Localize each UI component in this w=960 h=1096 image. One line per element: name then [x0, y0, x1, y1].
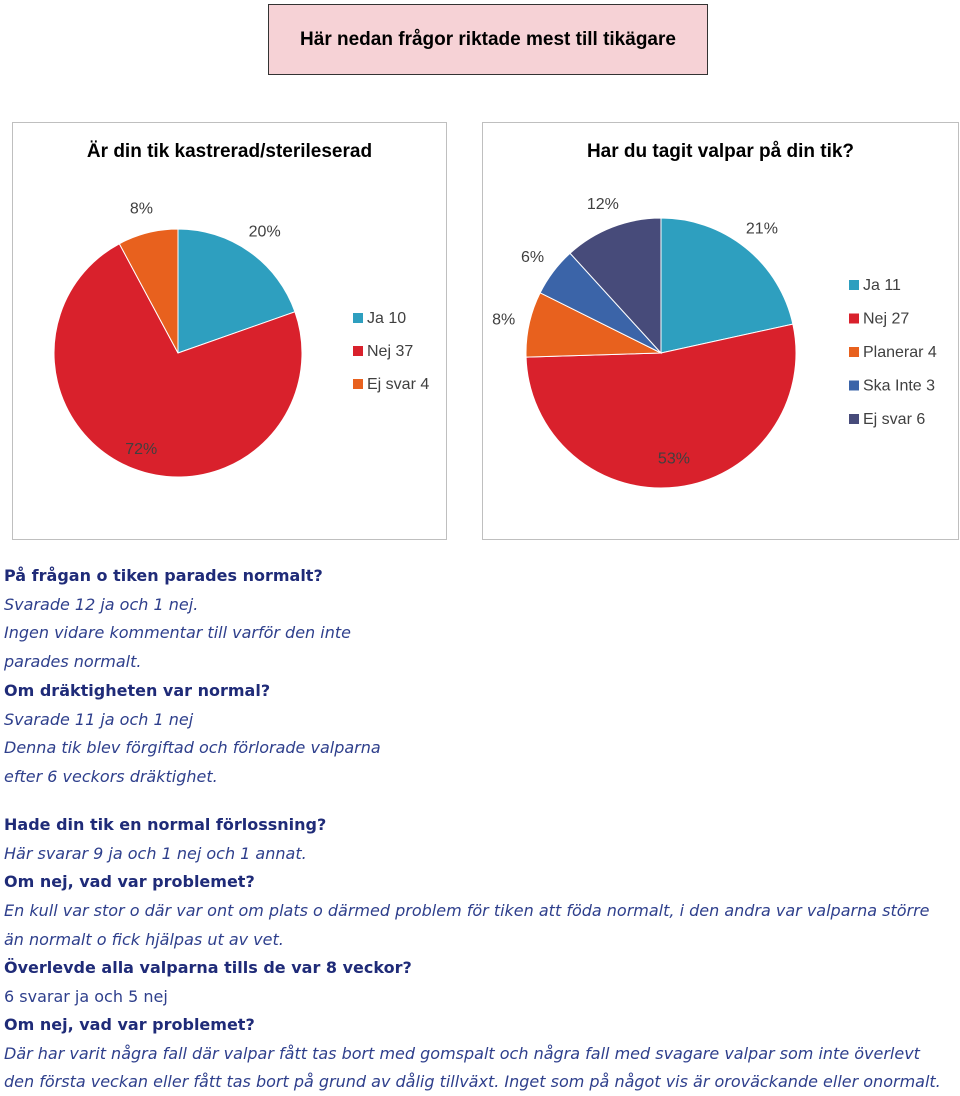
slice-percent-label: 6% [520, 248, 545, 266]
question-line: Överlevde alla valparna tills de var 8 veckor? [4, 958, 412, 977]
slice-percent-label: 53% [657, 450, 690, 468]
slice-percent-label: 8% [129, 200, 153, 218]
answer-line: Svarade 12 ja och 1 nej. [4, 595, 199, 614]
answer-line: Där har varit några fall där valpar fått tas bort med gomspalt och några fall med svagare valpar som inte överlevt [4, 1044, 920, 1063]
legend-label: Ska Inte 3 [863, 377, 936, 395]
answer-line: efter 6 veckors dräktighet. [4, 767, 218, 786]
slice-percent-label: 8% [492, 311, 516, 329]
legend-label: Ja 10 [367, 310, 407, 327]
answer-line: Svarade 11 ja och 1 nej [4, 710, 194, 729]
legend-label: Planerar 4 [863, 344, 937, 361]
legend-label: Ja 11 [863, 277, 901, 294]
slice-percent-label: 72% [125, 440, 158, 458]
answer-line: Ingen vidare kommentar till varför den inte [4, 623, 351, 642]
answer-line: Denna tik blev förgiftad och förlorade valparna [4, 738, 381, 757]
question-line: Hade din tik en normal förlossning? [4, 815, 327, 834]
slice-percent-label: 12% [586, 195, 619, 213]
legend-label: Ej svar 6 [863, 411, 926, 428]
answer-line: 6 svarar ja och 5 nej [4, 987, 168, 1006]
question-line: Om nej, vad var problemet? [4, 1015, 255, 1034]
chart-title: Är din tik kastrerad/sterileserad [86, 141, 373, 162]
answer-line: Här svarar 9 ja och 1 nej och 1 annat. [4, 844, 307, 863]
question-line: Om dräktigheten var normal? [4, 681, 271, 700]
answer-line: än normalt o fick hjälpas ut av vet. [4, 930, 284, 949]
legend-label: Nej 27 [863, 310, 910, 328]
survey-text [4, 0, 956, 1096]
slice-percent-label: 21% [745, 220, 778, 238]
banner-text: Här nedan frågor riktade mest till tikägare [300, 28, 676, 50]
legend-label: Nej 37 [367, 343, 414, 360]
answer-line: den första veckan eller fått tas bort på grund av dålig tillväxt. Inget som på något vis är oroväckande eller onormalt. [4, 1072, 941, 1091]
question-line: Om nej, vad var problemet? [4, 872, 255, 891]
legend-label: Ej svar 4 [367, 376, 430, 393]
answer-line: parades normalt. [4, 652, 142, 671]
question-line: På frågan o tiken parades normalt? [4, 566, 323, 585]
answer-line: En kull var stor o där var ont om plats o därmed problem för tiken att föda normalt, i den andra var valparna större [4, 901, 930, 920]
slice-percent-label: 20% [248, 223, 281, 241]
chart-title: Har du tagit valpar på din tik? [586, 141, 855, 162]
